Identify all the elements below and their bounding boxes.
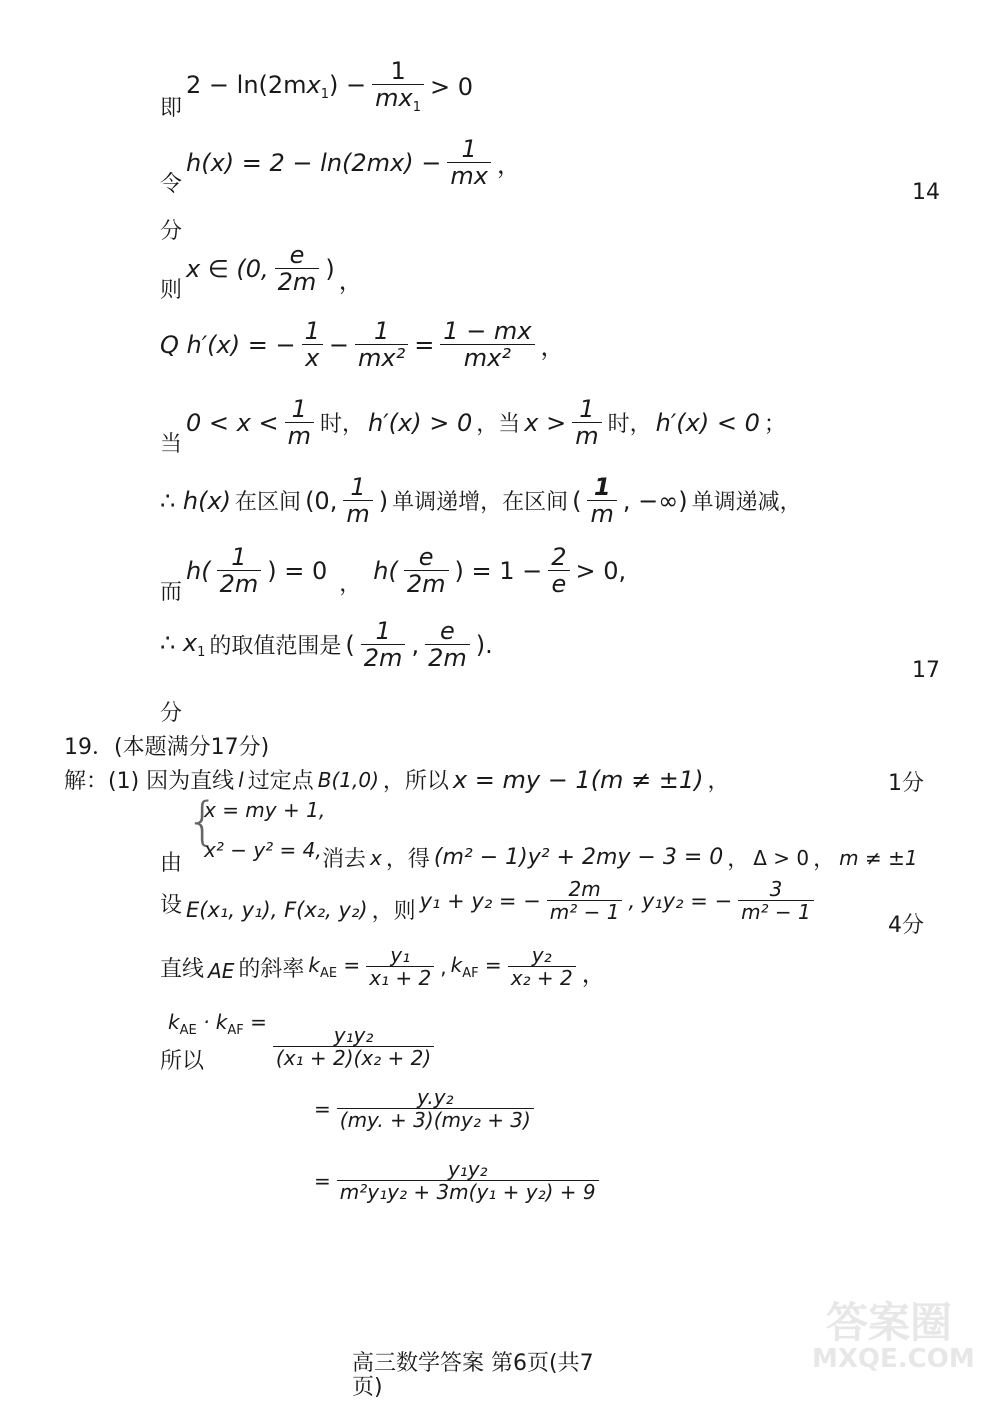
- line-5-semicolon: ；: [763, 412, 786, 438]
- q19-line-3-points: E(x₁, y₁), F(x₂, y₂): [186, 897, 368, 922]
- q19-line-6-fraction: $\frac{\text{y.y₂}}{\text{(my. + 3)(my₂ + 3)}}$: [337, 1086, 534, 1131]
- line-4-fraction-1: $\frac{1}{x}$: [302, 318, 323, 372]
- q19-line-2-x: x: [370, 845, 382, 870]
- q19-line-6-eq: =: [314, 1096, 331, 1121]
- q19-line-4-comma: ，: [581, 960, 606, 988]
- line-8-comma: ,: [411, 630, 420, 659]
- line-6-open-1: (0,: [305, 486, 338, 515]
- line-5-dang-1: 当: [160, 431, 183, 457]
- q19-line-1: [64, 764, 730, 795]
- q19-line-4-k-ae: $k_{AE}$ =: [308, 952, 361, 981]
- q19-line-3-fraction-2: $\frac{3}{\text{m² − 1}}$: [738, 878, 814, 923]
- line-7: [160, 543, 627, 605]
- q19-line-2-comma-2: ，: [813, 847, 836, 872]
- line-5-deriv-pos: h′(x) > 0: [368, 408, 473, 437]
- line-7-fraction-1: $\frac{1}{2m}$: [217, 544, 262, 598]
- q19-line-1-equation: x = my − 1(m ≠ ±1): [452, 765, 704, 794]
- q19-line-2-equation: (m² − 1)y² + 2my − 3 = 0: [433, 845, 724, 870]
- q19-line-7-fraction: $\frac{\text{y₁y₂}}{\text{m²y₁y₂ + 3m(y₁ + y₂) + 9}}$: [337, 1158, 599, 1203]
- line-7-h-2: h(: [373, 556, 398, 585]
- line-1: [160, 57, 474, 121]
- line-8-close: ).: [475, 630, 493, 659]
- line-5-fraction-2: $\frac{1}{m}$: [572, 396, 601, 450]
- line-6-close-2: , −∞): [622, 486, 688, 515]
- line-4-expr-a: Q h′(x) = −: [160, 330, 296, 359]
- line-4: [160, 318, 565, 372]
- q19-line-2-text-a: 消去: [322, 847, 367, 872]
- q19-line-1-text-a: 解：(1) 因为直线: [64, 769, 235, 794]
- line-6-zai-qujian-1: 在区间: [235, 490, 302, 516]
- system-brace: {: [186, 792, 220, 852]
- line-8-range-text: 的取值范围是: [209, 634, 342, 660]
- line-5: [160, 395, 786, 457]
- q19-line-6: [314, 1086, 536, 1131]
- line-5-shi-1: 时，: [319, 412, 364, 438]
- line-2-expr: h(x) = 2 − ln(2mx) −: [186, 148, 442, 177]
- line-1-label: 即: [160, 95, 183, 121]
- line-3-expr-a: x ∈ (0,: [186, 254, 269, 283]
- q19-line-4-text-b: 的斜率: [238, 957, 305, 982]
- line-5-dang-2: ，当: [476, 412, 521, 438]
- line-3-expr-b: ): [325, 254, 335, 283]
- q19-line-4-fraction-1: $\frac{\text{y₁}}{\text{x₁ + 2}}$: [366, 944, 434, 989]
- line-8: [160, 618, 493, 672]
- line-6-fraction-2: $\frac{1}{m}$: [587, 474, 616, 528]
- line-7-expr-d: ) = 1 −: [454, 556, 543, 585]
- page-footer-cont: 页): [352, 1375, 383, 1400]
- q19-line-7-eq: =: [314, 1168, 331, 1193]
- q19-line-2-you: 由: [160, 851, 183, 876]
- line-3-fraction: $\frac{e}{2m}$: [275, 242, 320, 296]
- line-1-expr-a: $2 - \ln(2mx_1)$ −: [186, 71, 367, 103]
- line-5-cond-1: 0 < x <: [186, 408, 279, 437]
- q19-line-2-m-cond: m ≠ ±1: [839, 845, 918, 870]
- q19-line-5-label: 所以: [160, 1049, 205, 1074]
- q19-line-1-comma: ，: [707, 769, 730, 794]
- line-7-h-1: h(: [186, 556, 211, 585]
- line-7-expr-e: > 0,: [575, 556, 627, 585]
- q19-line-1-l: l: [238, 767, 244, 792]
- line-4-fraction-2: $\frac{1}{\text{mx²}}$: [355, 318, 408, 372]
- score-14: 14: [912, 180, 940, 205]
- q19-line-4: [160, 944, 606, 989]
- line-5-cond-2: x >: [524, 408, 567, 437]
- line-2: [160, 135, 521, 197]
- line-6: [160, 474, 802, 528]
- line-5-shi-2: 时，: [607, 412, 652, 438]
- line-1-expr-c: > 0: [430, 72, 474, 101]
- score-17-fen: 分: [160, 701, 183, 726]
- q19-line-3-she: 设: [160, 893, 183, 918]
- q19-line-2-comma-1: ，: [727, 847, 750, 872]
- q19-line-5-k-product: $k_{AE} \cdot k_{AF}$ =: [168, 1010, 267, 1038]
- q19-line-7: [314, 1158, 601, 1203]
- q19-heading: 19．(本题满分17分): [64, 735, 270, 760]
- line-4-minus: −: [328, 330, 349, 359]
- q19-line-4-fraction-2: $\frac{\text{y₂}}{\text{x₂ + 2}}$: [508, 944, 576, 989]
- line-7-comma: ，: [339, 571, 362, 597]
- q19-line-3-fraction-1: $\frac{2m}{\text{m² − 1}}$: [547, 878, 623, 923]
- line-1-fraction: $\frac{1}{mx_1}$: [372, 58, 424, 116]
- line-5-deriv-neg: h′(x) < 0: [655, 408, 760, 437]
- watermark-logo: 答案圈: [826, 1298, 953, 1347]
- q19-line-5: [160, 1010, 436, 1074]
- q19-line-3-product: , y₁y₂ = −: [628, 888, 733, 913]
- q19-line-4-ae: AE: [208, 959, 235, 983]
- line-4-equals: =: [414, 330, 435, 359]
- q19-line-2-text-b: ，得: [385, 847, 430, 872]
- line-8-fraction-1: $\frac{1}{2m}$: [361, 618, 406, 672]
- q19-line-3: [160, 876, 816, 925]
- q19-line-5-fraction: $\frac{\text{y₁y₂}}{\text{(x₁ + 2)(x₂ + 2)}}$: [273, 1024, 434, 1069]
- line-6-increasing: 单调递增，在区间: [392, 490, 569, 516]
- line-6-fraction-1: $\frac{1}{m}$: [343, 474, 372, 528]
- line-7-fraction-2: $\frac{e}{2m}$: [404, 544, 449, 598]
- line-5-fraction-1: $\frac{1}{m}$: [285, 396, 314, 450]
- line-4-fraction-3: $\frac{1 - mx}{\text{mx²}}$: [440, 318, 534, 372]
- q19-line-3-ze: ，则: [371, 899, 416, 924]
- q19-line-1-point: B(1,0): [317, 767, 379, 792]
- line-3-label: 则: [160, 277, 183, 303]
- score-4fen: 4分: [888, 913, 924, 938]
- line-8-fraction-2: $\frac{e}{2m}$: [425, 618, 470, 672]
- score-17: 17: [912, 658, 940, 683]
- line-2-fraction: $\frac{1}{mx}$: [447, 136, 491, 190]
- line-7-fraction-3: $\frac{2}{e}$: [548, 544, 569, 598]
- system-eq-2: x² − y² = 4,: [204, 838, 322, 862]
- line-8-therefore: ∴ $x_1$: [160, 629, 206, 661]
- q19-line-4-sep: ,: [440, 954, 447, 979]
- q19-line-2: [322, 842, 918, 873]
- line-2-comma: ，: [496, 151, 521, 180]
- line-3: [160, 241, 363, 303]
- watermark-site: MXQE.COM: [812, 1344, 975, 1374]
- q19-line-2-delta: Δ > 0: [753, 845, 810, 870]
- line-4-comma: ，: [540, 333, 565, 362]
- score-1fen: 1分: [888, 771, 924, 796]
- q19-line-4-text-a: 直线: [160, 957, 205, 982]
- line-7-eq-zero: ) = 0: [267, 556, 328, 585]
- line-2-label: 令: [160, 171, 183, 197]
- line-6-decreasing: 单调递减，: [691, 490, 802, 516]
- system-eq-1: x = my + 1,: [204, 798, 326, 822]
- q19-line-4-k-af: $k_{AF}$ =: [450, 952, 502, 981]
- score-14-fen: 分: [160, 219, 183, 244]
- line-8-open: (: [345, 630, 355, 659]
- q19-line-3-sum: y₁ + y₂ = −: [419, 888, 541, 913]
- line-3-comma: ，: [338, 266, 363, 295]
- line-7-label: 而: [160, 579, 183, 605]
- q19-line-1-text-c: ，所以: [382, 769, 449, 794]
- line-6-open-2: (: [572, 486, 582, 515]
- line-6-therefore: ∴ h(x): [160, 486, 232, 515]
- line-6-close-1: ): [378, 486, 389, 515]
- q19-line-1-text-b: 过定点: [247, 769, 314, 794]
- page-footer: 高三数学答案 第6页(共7: [352, 1351, 594, 1376]
